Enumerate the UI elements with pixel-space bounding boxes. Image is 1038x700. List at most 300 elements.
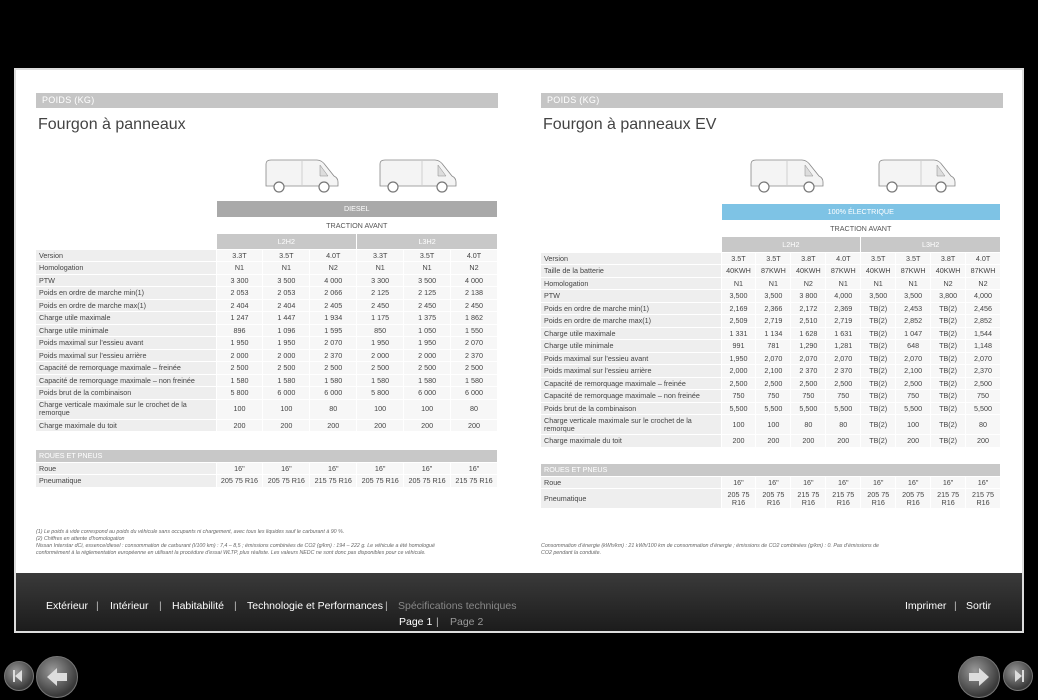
cell-value: 200 [310, 419, 357, 432]
cell-value: 2 053 [216, 287, 263, 300]
exit-button[interactable]: Sortir [966, 600, 992, 612]
cell-value: 4.0T [826, 252, 861, 265]
cell-value: 5 800 [357, 387, 404, 400]
cell-value: 5 800 [216, 387, 263, 400]
skip-forward-icon [1009, 667, 1027, 685]
cell-value: TB(2) [861, 435, 896, 448]
cell-value: 100 [756, 415, 791, 435]
cell-value: TB(2) [861, 340, 896, 353]
cell-value: 87KWH [896, 265, 931, 278]
table-row [541, 327, 1001, 340]
cell-value: 3.8T [791, 252, 826, 265]
cell-value: 2 500 [263, 362, 310, 375]
row-label: Charge utile minimale [541, 340, 721, 353]
cell-value: N1 [263, 262, 310, 275]
cell-value: 100 [357, 399, 404, 419]
group-header: L2H2 [216, 233, 357, 249]
cell-value: 16" [826, 476, 861, 489]
cell-value: 200 [721, 435, 756, 448]
cell-value: 3 300 [357, 274, 404, 287]
cell-value: 200 [451, 419, 498, 432]
footnote: Consommation d’énergie (kWh/km) : 21 kWh/100 km de consommation d’énergie ; émissions de CO2 combinées (g/km) : 0. Pas d’émissions de [541, 543, 879, 549]
cell-value: 80 [310, 399, 357, 419]
cell-value: 1 580 [357, 374, 404, 387]
cell-value: 1,148 [966, 340, 1001, 353]
cell-value: 2,500 [826, 377, 861, 390]
cell-value: 215 75 R16 [451, 475, 498, 488]
cell-value: 2,000 [721, 365, 756, 378]
cell-value: 1 580 [451, 374, 498, 387]
cell-value: 200 [263, 419, 310, 432]
brochure-frame [14, 68, 1024, 633]
cell-value: 100 [216, 399, 263, 419]
cell-value: 2 500 [451, 362, 498, 375]
cell-value: 2,070 [966, 352, 1001, 365]
cell-value: TB(2) [861, 365, 896, 378]
table-row [36, 299, 498, 312]
cell-value: 2,070 [826, 352, 861, 365]
cell-value: 2,500 [721, 377, 756, 390]
cell-value: 2,456 [966, 302, 1001, 315]
wheels-header: ROUES ET PNEUS [36, 450, 498, 462]
cell-value: 1 595 [310, 324, 357, 337]
group-header: L2H2 [721, 236, 861, 252]
cell-value: TB(2) [931, 377, 966, 390]
cell-value: TB(2) [861, 415, 896, 435]
cell-value: 750 [756, 390, 791, 403]
nav-separator: | [385, 600, 388, 612]
table-row [36, 312, 498, 325]
cell-value: 16" [861, 476, 896, 489]
cell-value: 100 [263, 399, 310, 419]
page-2-link[interactable]: Page 2 [450, 616, 484, 628]
next-page-button[interactable] [958, 656, 1000, 698]
page-1-link[interactable]: Page 1 [399, 616, 433, 628]
cell-value: 3,500 [861, 290, 896, 303]
cell-value: 3,500 [721, 290, 756, 303]
cell-value: 5,500 [721, 402, 756, 415]
cell-value: 80 [826, 415, 861, 435]
left-page [36, 70, 498, 573]
row-label: Homologation [541, 277, 721, 290]
cell-value: 4,000 [826, 290, 861, 303]
table-row [541, 277, 1001, 290]
cell-value: N1 [404, 262, 451, 275]
cell-value: 1 580 [310, 374, 357, 387]
page-title: Fourgon à panneaux [38, 116, 186, 133]
cell-value: 16" [357, 462, 404, 475]
cell-value: 3.5T [404, 249, 451, 262]
footnotes [36, 529, 506, 557]
van-l3h2-icon [378, 156, 460, 196]
cell-value: 1 580 [216, 374, 263, 387]
cell-value: 4 000 [310, 274, 357, 287]
footnote: CO2 pendant la conduite. [541, 550, 602, 556]
cell-value: 5,500 [756, 402, 791, 415]
table-row [541, 315, 1001, 328]
cell-value: 5,500 [896, 402, 931, 415]
cell-value: TB(2) [861, 377, 896, 390]
cell-value: 200 [966, 435, 1001, 448]
section-header: POIDS (KG) [36, 93, 498, 108]
row-label: Poids en ordre de marche max(1) [36, 299, 216, 312]
table-row [36, 287, 498, 300]
cell-value: 1 631 [826, 327, 861, 340]
row-label: Taille de la batterie [541, 265, 721, 278]
cell-value: 205 75 R16 [861, 489, 896, 509]
group-header: L3H2 [357, 233, 498, 249]
table-row [36, 462, 498, 475]
cell-value: 16" [310, 462, 357, 475]
cell-value: 2 500 [357, 362, 404, 375]
cell-value: N1 [756, 277, 791, 290]
cell-value: 6 000 [263, 387, 310, 400]
row-label: Charge utile minimale [36, 324, 216, 337]
cell-value: 1 950 [216, 337, 263, 350]
nav-interieur[interactable]: Intérieur [110, 600, 149, 612]
cell-value: 1,281 [826, 340, 861, 353]
cell-value: 2 000 [263, 349, 310, 362]
cell-value: 2 066 [310, 287, 357, 300]
table-row [541, 476, 1001, 489]
van-illustrations [747, 156, 997, 198]
cell-value: 205 75 R16 [721, 489, 756, 509]
cell-value: 2,500 [896, 377, 931, 390]
footnote: Nissan Interstar dCi, essence/diesel : consommation de carburant (l/100 km) : 7,4 – 8,5 ; émissions combinées de CO2 (g/km) : 194 – 222 g. Le véhicule a été homologué [36, 543, 435, 549]
cell-value: 215 75 R16 [826, 489, 861, 509]
cell-value: 87KWH [966, 265, 1001, 278]
row-label: Capacité de remorquage maximale – non freinée [541, 390, 721, 403]
table-row [541, 402, 1001, 415]
row-label: Charge maximale du toit [36, 419, 216, 432]
cell-value: 2 000 [404, 349, 451, 362]
cell-value: TB(2) [931, 390, 966, 403]
cell-value: 896 [216, 324, 263, 337]
cell-value: 2,510 [791, 315, 826, 328]
cell-value: 1 934 [310, 312, 357, 325]
cell-value: N1 [896, 277, 931, 290]
cell-value: 2 404 [216, 299, 263, 312]
cell-value: N1 [216, 262, 263, 275]
right-page [541, 70, 1003, 573]
van-l2h2-icon [262, 156, 344, 196]
row-label: Poids en ordre de marche min(1) [541, 302, 721, 315]
row-label: Pneumatique [541, 489, 721, 509]
row-label: Roue [36, 462, 216, 475]
cell-value: N2 [931, 277, 966, 290]
table-row [36, 374, 498, 387]
cell-value: 2 138 [451, 287, 498, 300]
cell-value: 205 75 R16 [896, 489, 931, 509]
table-row [36, 475, 498, 488]
cell-value: 1,290 [791, 340, 826, 353]
table-row [541, 390, 1001, 403]
cell-value: 205 75 R16 [404, 475, 451, 488]
cell-value: 2,369 [826, 302, 861, 315]
cell-value: 3.3T [216, 249, 263, 262]
table-row [36, 324, 498, 337]
cell-value: 3,800 [931, 290, 966, 303]
row-label: Charge verticale maximale sur le crochet de la remorque [36, 399, 216, 419]
cell-value: TB(2) [861, 352, 896, 365]
cell-value: 2,500 [791, 377, 826, 390]
table-row [36, 387, 498, 400]
cell-value: 2,169 [721, 302, 756, 315]
cell-value: 205 75 R16 [216, 475, 263, 488]
cell-value: 2,366 [756, 302, 791, 315]
cell-value: 87KWH [826, 265, 861, 278]
cell-value: TB(2) [931, 402, 966, 415]
cell-value: 215 75 R16 [310, 475, 357, 488]
table-row [36, 249, 498, 262]
print-button[interactable]: Imprimer [905, 600, 947, 612]
cell-value: 2,509 [721, 315, 756, 328]
cell-value: 5,500 [826, 402, 861, 415]
first-page-button[interactable] [4, 661, 34, 691]
group-header: L3H2 [861, 236, 1001, 252]
nav-technologie[interactable]: Technologie et Performances [247, 600, 383, 612]
cell-value: 16" [451, 462, 498, 475]
cell-value: TB(2) [931, 352, 966, 365]
cell-value: TB(2) [861, 315, 896, 328]
cell-value: 2 405 [310, 299, 357, 312]
cell-value: 80 [966, 415, 1001, 435]
cell-value: 2 500 [310, 362, 357, 375]
fuel-header: 100% ÉLECTRIQUE [721, 204, 1001, 220]
cell-value: N1 [721, 277, 756, 290]
cell-value: 4.0T [966, 252, 1001, 265]
bottom-nav-bar [16, 573, 1022, 631]
nav-specifications[interactable]: Spécifications techniques [398, 600, 517, 612]
cell-value: 1 862 [451, 312, 498, 325]
cell-value: 200 [404, 419, 451, 432]
cell-value: N1 [826, 277, 861, 290]
cell-value: 2 450 [357, 299, 404, 312]
van-illustrations [262, 156, 512, 198]
cell-value: 1 447 [263, 312, 310, 325]
cell-value: 2 370 [826, 365, 861, 378]
cell-value: 2 000 [357, 349, 404, 362]
row-label: Capacité de remorquage maximale – freinée [36, 362, 216, 375]
cell-value: 5,500 [791, 402, 826, 415]
row-label: Pneumatique [36, 475, 216, 488]
cell-value: 200 [756, 435, 791, 448]
cell-value: 40KWH [861, 265, 896, 278]
cell-value: 750 [791, 390, 826, 403]
cell-value: 80 [791, 415, 826, 435]
cell-value: 16" [756, 476, 791, 489]
cell-value: 2 000 [216, 349, 263, 362]
skip-back-icon [10, 667, 28, 685]
cell-value: 3 500 [263, 274, 310, 287]
footnote: (2) Chiffres en attente d'homologation [36, 536, 125, 542]
cell-value: 16" [896, 476, 931, 489]
cell-value: 1 950 [263, 337, 310, 350]
cell-value: 40KWH [721, 265, 756, 278]
row-label: PTW [541, 290, 721, 303]
cell-value: 4.0T [451, 249, 498, 262]
footnote: conformément à la réglementation européenne en utilisant la procédure d'essai WLTP, plus réaliste. Les valeurs NEDC ne sont donc pas disponibles pour ce véhicule. [36, 550, 426, 556]
cell-value: 200 [826, 435, 861, 448]
row-label: Roue [541, 476, 721, 489]
cell-value: 1 375 [404, 312, 451, 325]
cell-value: 100 [404, 399, 451, 419]
cell-value: 6 000 [310, 387, 357, 400]
cell-value: 648 [896, 340, 931, 353]
cell-value: 1 950 [404, 337, 451, 350]
row-label: Charge utile maximale [36, 312, 216, 325]
cell-value: TB(2) [861, 327, 896, 340]
cell-value: 16" [263, 462, 310, 475]
traction-header: TRACTION AVANT [721, 220, 1001, 236]
cell-value: N1 [861, 277, 896, 290]
table-row [541, 252, 1001, 265]
nav-separator: | [159, 600, 162, 612]
table-row [541, 365, 1001, 378]
cell-value: 1,544 [966, 327, 1001, 340]
cell-value: TB(2) [931, 415, 966, 435]
row-label: Poids en ordre de marche max(1) [541, 315, 721, 328]
previous-page-button[interactable] [36, 656, 78, 698]
cell-value: 1 628 [791, 327, 826, 340]
table-row [541, 340, 1001, 353]
row-label: Charge maximale du toit [541, 435, 721, 448]
nav-exterieur[interactable]: Extérieur [46, 600, 89, 612]
table-row [36, 419, 498, 432]
cell-value: 1 950 [357, 337, 404, 350]
cell-value: 991 [721, 340, 756, 353]
arrow-right-icon [966, 664, 992, 690]
cell-value: 40KWH [791, 265, 826, 278]
table-row [36, 337, 498, 350]
row-label: Poids en ordre de marche min(1) [36, 287, 216, 300]
cell-value: 1 096 [263, 324, 310, 337]
row-label: Poids maximal sur l’essieu avant [541, 352, 721, 365]
cell-value: 2,070 [791, 352, 826, 365]
cell-value: 40KWH [931, 265, 966, 278]
weights-table [36, 201, 498, 432]
van-ev-l3h2-icon [877, 156, 959, 196]
cell-value: 3.8T [931, 252, 966, 265]
table-row [541, 489, 1001, 509]
table-row [36, 349, 498, 362]
cell-value: 2 370 [451, 349, 498, 362]
van-ev-l2h2-icon [747, 156, 829, 196]
table-row [36, 399, 498, 419]
cell-value: 2,172 [791, 302, 826, 315]
cell-value: 6 000 [451, 387, 498, 400]
cell-value: 16" [216, 462, 263, 475]
cell-value: 750 [721, 390, 756, 403]
cell-value: 16" [404, 462, 451, 475]
page-title: Fourgon à panneaux EV [543, 116, 717, 133]
cell-value: N2 [310, 262, 357, 275]
cell-value: TB(2) [931, 327, 966, 340]
cell-value: 2,719 [756, 315, 791, 328]
last-page-button[interactable] [1003, 661, 1033, 691]
ev-wheels-table [541, 464, 1001, 509]
cell-value: 16" [966, 476, 1001, 489]
row-label: Capacité de remorquage maximale – freinée [541, 377, 721, 390]
cell-value: 205 75 R16 [756, 489, 791, 509]
cell-value: 2,370 [966, 365, 1001, 378]
row-label: PTW [36, 274, 216, 287]
cell-value: TB(2) [861, 390, 896, 403]
cell-value: 3,500 [896, 290, 931, 303]
arrow-left-icon [44, 664, 70, 690]
cell-value: 850 [357, 324, 404, 337]
cell-value: 2,070 [756, 352, 791, 365]
cell-value: 2 125 [357, 287, 404, 300]
cell-value: 100 [896, 415, 931, 435]
cell-value: N2 [451, 262, 498, 275]
wheels-header: ROUES ET PNEUS [541, 464, 1001, 476]
cell-value: 2,100 [756, 365, 791, 378]
cell-value: 2,852 [896, 315, 931, 328]
fuel-header: DIESEL [216, 201, 498, 217]
row-label: Charge verticale maximale sur le crochet de la remorque [541, 415, 721, 435]
cell-value: 1 134 [756, 327, 791, 340]
section-header: POIDS (KG) [541, 93, 1003, 108]
cell-value: 1 050 [404, 324, 451, 337]
wheels-table [36, 450, 498, 488]
nav-separator: | [954, 600, 957, 612]
cell-value: 2,100 [896, 365, 931, 378]
cell-value: TB(2) [931, 315, 966, 328]
row-label: Homologation [36, 262, 216, 275]
cell-value: 750 [966, 390, 1001, 403]
table-row [36, 262, 498, 275]
cell-value: 3 500 [404, 274, 451, 287]
cell-value: 205 75 R16 [263, 475, 310, 488]
cell-value: 3.5T [896, 252, 931, 265]
table-row [541, 290, 1001, 303]
table-row [36, 274, 498, 287]
row-label: Version [541, 252, 721, 265]
cell-value: 1 175 [357, 312, 404, 325]
row-label: Poids brut de la combinaison [36, 387, 216, 400]
cell-value: 3.3T [357, 249, 404, 262]
row-label: Version [36, 249, 216, 262]
cell-value: 2 404 [263, 299, 310, 312]
page-separator: | [436, 616, 439, 628]
cell-value: N2 [966, 277, 1001, 290]
cell-value: 2 070 [451, 337, 498, 350]
cell-value: 16" [721, 476, 756, 489]
cell-value: 3.5T [861, 252, 896, 265]
cell-value: N1 [357, 262, 404, 275]
cell-value: 200 [791, 435, 826, 448]
cell-value: 2 450 [451, 299, 498, 312]
table-row [541, 415, 1001, 435]
cell-value: TB(2) [931, 340, 966, 353]
cell-value: 3 800 [791, 290, 826, 303]
table-row [541, 435, 1001, 448]
traction-header: TRACTION AVANT [216, 217, 498, 233]
row-label: Poids maximal sur l’essieu arrière [36, 349, 216, 362]
cell-value: 1,950 [721, 352, 756, 365]
cell-value: 1 580 [263, 374, 310, 387]
cell-value: 3 300 [216, 274, 263, 287]
cell-value: 6 000 [404, 387, 451, 400]
cell-value: 2,852 [966, 315, 1001, 328]
cell-value: 200 [216, 419, 263, 432]
cell-value: 2,719 [826, 315, 861, 328]
table-row [36, 362, 498, 375]
cell-value: 3.5T [721, 252, 756, 265]
nav-habitabilite[interactable]: Habitabilité [172, 600, 224, 612]
cell-value: 2 500 [216, 362, 263, 375]
